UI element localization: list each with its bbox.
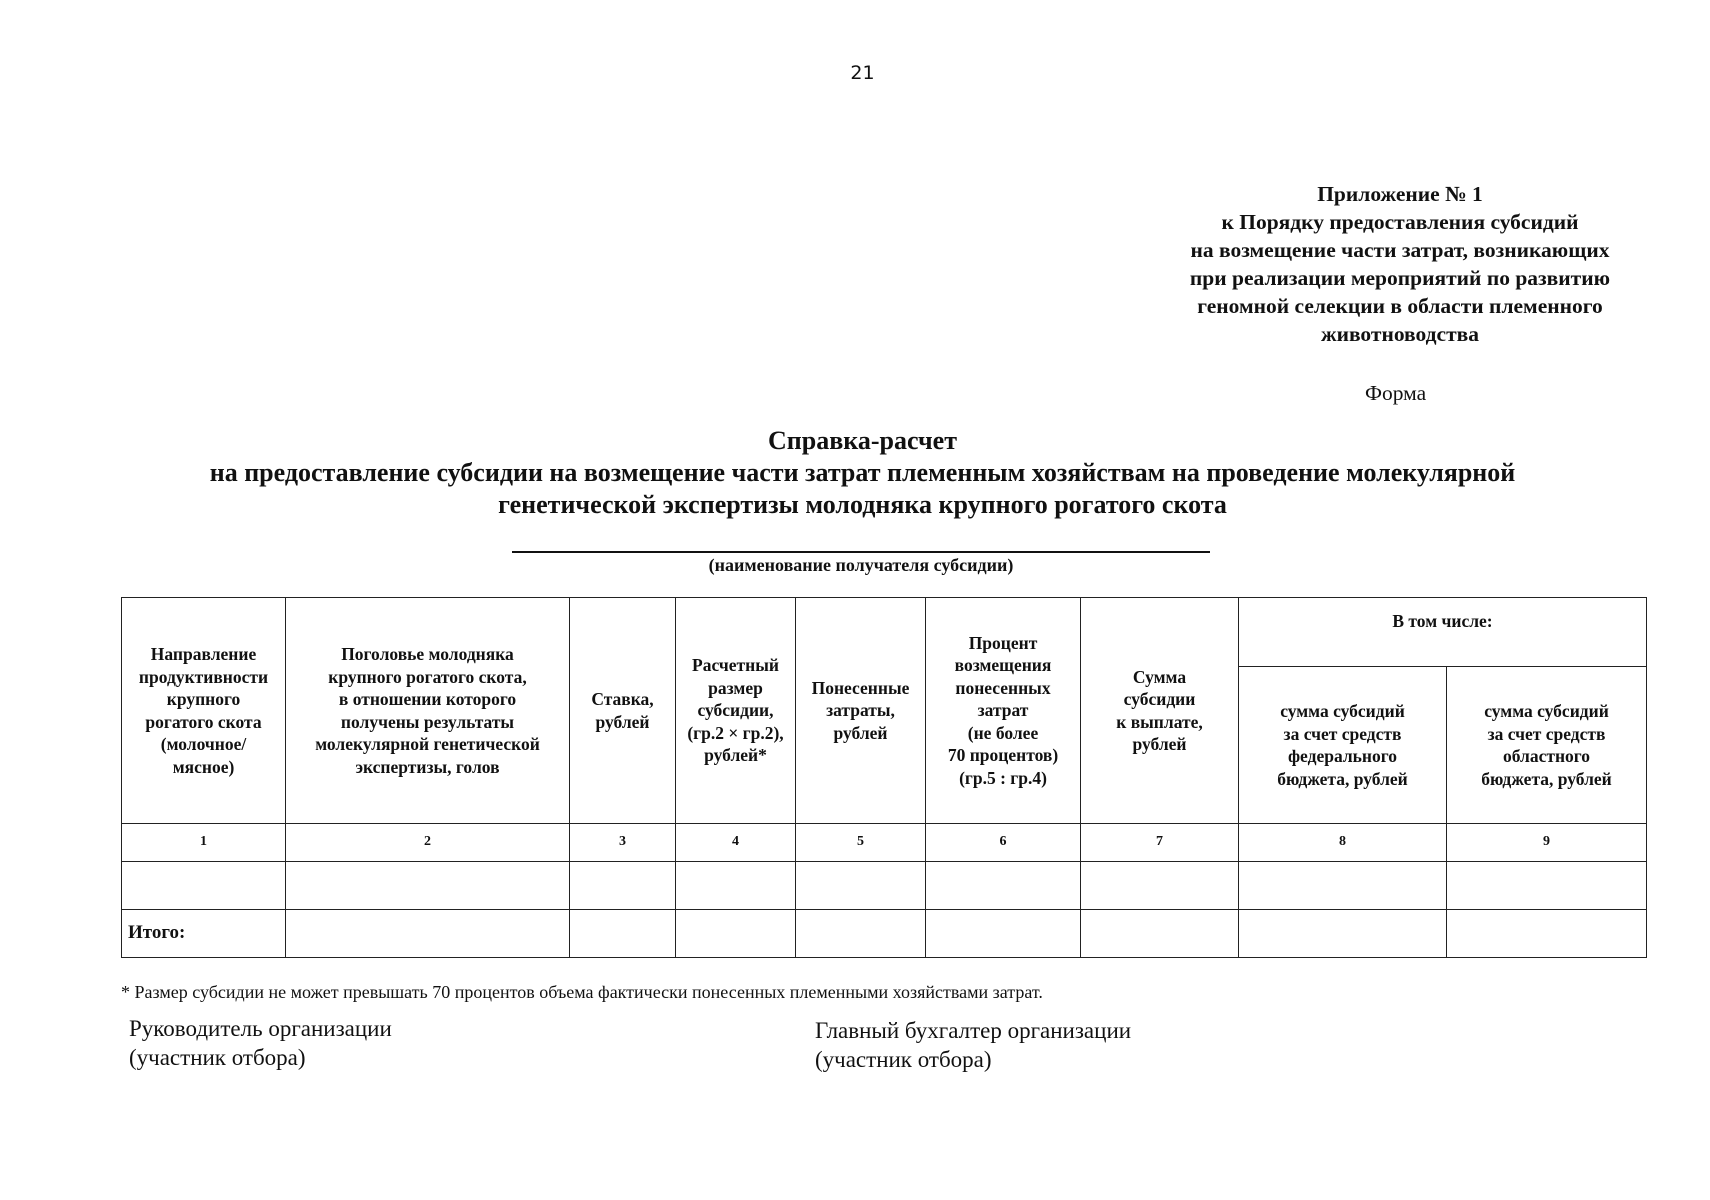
title-line: на предоставление субсидии на возмещение части затрат племенным хозяйствам на проведение молекулярной bbox=[209, 458, 1516, 487]
table-cell bbox=[1081, 862, 1239, 910]
signature-head bbox=[129, 1014, 392, 1072]
table-cell bbox=[1447, 910, 1647, 958]
header-cell-estimated-subsidy: Расчетный размер субсидии, (гр.2 × гр.2), рублей* bbox=[676, 598, 796, 824]
table-cell bbox=[286, 862, 570, 910]
header-cell-incurred-costs: Понесенные затраты, рублей bbox=[796, 598, 926, 824]
signature-line: Главный бухгалтер организации bbox=[815, 1018, 1132, 1043]
table-cell bbox=[286, 910, 570, 958]
table-cell bbox=[1081, 910, 1239, 958]
column-number: 9 bbox=[1447, 824, 1647, 862]
table-cell bbox=[1239, 862, 1447, 910]
column-number: 5 bbox=[796, 824, 926, 862]
column-number-row bbox=[122, 824, 1647, 862]
title-main: Справка-расчет bbox=[768, 426, 957, 455]
appendix-line: животноводства bbox=[1320, 322, 1479, 346]
table-cell bbox=[926, 910, 1081, 958]
appendix-line: Приложение № 1 bbox=[1317, 182, 1483, 206]
header-cell-rate: Ставка, рублей bbox=[570, 598, 676, 824]
form-label: Форма bbox=[1365, 381, 1427, 405]
footnote: * Размер субсидии не может превышать 70 процентов объема фактически понесенных племенными хозяйствами затрат. bbox=[121, 982, 1043, 1002]
header-cell-livestock-count: Поголовье молодняка крупного рогатого скота, в отношении которого получены результаты молекулярной генетической экспертизы, голов bbox=[286, 598, 570, 824]
header-cell-productivity: Направление продуктивности крупного рогатого скота (молочное/ мясное) bbox=[122, 598, 286, 824]
recipient-name-line bbox=[512, 551, 1210, 553]
table-cell bbox=[570, 862, 676, 910]
page-number: 21 bbox=[850, 62, 875, 84]
table-cell bbox=[122, 862, 286, 910]
appendix-line: геномной селекции в области племенного bbox=[1197, 294, 1603, 318]
table-cell bbox=[926, 862, 1081, 910]
signature-line: (участник отбора) bbox=[129, 1045, 306, 1070]
column-number: 7 bbox=[1081, 824, 1239, 862]
recipient-caption: (наименование получателя субсидии) bbox=[708, 555, 1014, 575]
title-line: генетической экспертизы молодняка крупного рогатого скота bbox=[498, 490, 1227, 519]
column-number: 1 bbox=[122, 824, 286, 862]
column-number: 3 bbox=[570, 824, 676, 862]
header-cell-reimbursement-percent: Процент возмещения понесенных затрат (не более 70 процентов) (гр.5 : гр.4) bbox=[926, 598, 1081, 824]
table-cell bbox=[676, 862, 796, 910]
table-cell bbox=[1239, 910, 1447, 958]
appendix-line: к Порядку предоставления субсидий bbox=[1221, 210, 1579, 234]
table-cell bbox=[570, 910, 676, 958]
signature-line: Руководитель организации bbox=[129, 1016, 392, 1041]
signature-line: (участник отбора) bbox=[815, 1047, 992, 1072]
total-row bbox=[122, 910, 1647, 958]
header-cell-payment-amount: Сумма субсидии к выплате, рублей bbox=[1081, 598, 1239, 824]
table-cell bbox=[796, 910, 926, 958]
table-row bbox=[122, 862, 1647, 910]
header-cell-regional-budget: сумма субсидий за счет средств областного бюджета, рублей bbox=[1447, 667, 1647, 824]
appendix-line: при реализации мероприятий по развитию bbox=[1189, 266, 1611, 290]
table-cell bbox=[1447, 862, 1647, 910]
header-cell-federal-budget: сумма субсидий за счет средств федерального бюджета, рублей bbox=[1239, 667, 1447, 824]
column-number: 8 bbox=[1239, 824, 1447, 862]
appendix-line: на возмещение части затрат, возникающих bbox=[1190, 238, 1610, 262]
column-number: 2 bbox=[286, 824, 570, 862]
appendix-heading bbox=[1120, 180, 1680, 348]
table-cell bbox=[676, 910, 796, 958]
calculation-table bbox=[121, 597, 1647, 958]
table-cell bbox=[796, 862, 926, 910]
header-cell-including: В том числе: bbox=[1239, 598, 1647, 667]
document-title bbox=[0, 425, 1710, 521]
total-label: Итого: bbox=[122, 910, 286, 958]
column-number: 4 bbox=[676, 824, 796, 862]
column-number: 6 bbox=[926, 824, 1081, 862]
signature-accountant bbox=[815, 1016, 1131, 1074]
